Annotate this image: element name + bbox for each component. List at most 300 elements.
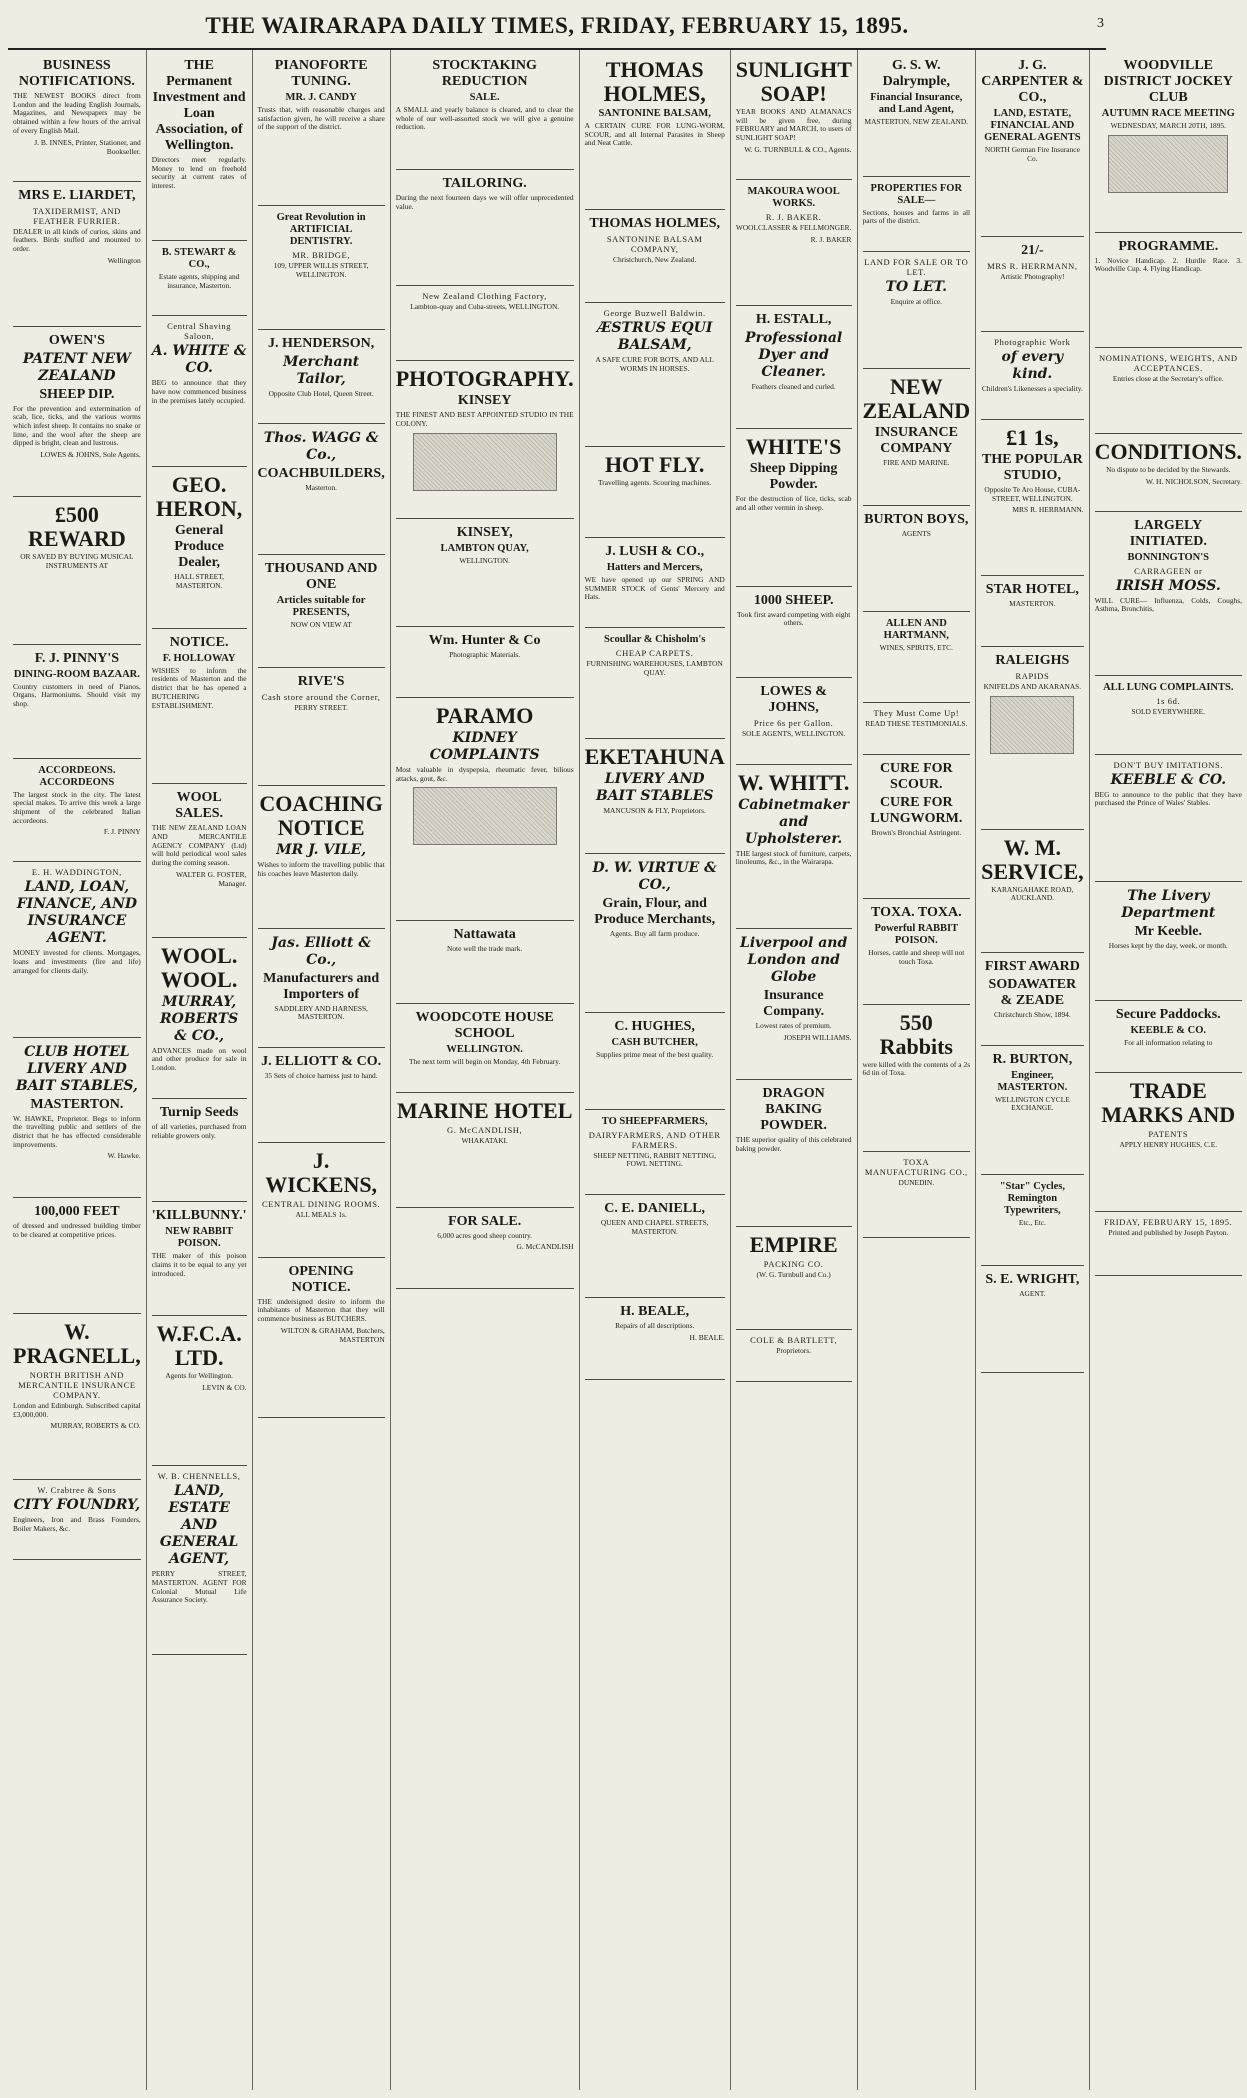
advertisement-heading: SODAWATER & ZEADE	[988, 977, 1077, 1009]
advertisement-text: OR SAVED BY BUYING MUSICAL INSTRUMENTS AT	[20, 552, 134, 570]
advertisement-heading: Insurance Company.	[763, 988, 825, 1020]
advertisement	[736, 765, 852, 929]
advertisement	[152, 241, 247, 316]
spacer	[1095, 1049, 1242, 1067]
advertisement-text: of dressed and undressed building timber to be cleared at competitive prices.	[13, 1221, 141, 1240]
spacer	[396, 1148, 574, 1202]
spacer	[1095, 276, 1242, 342]
advertisement-heading: The Livery Department	[1121, 888, 1216, 922]
spacer	[863, 228, 971, 246]
advertisement-heading: KINSEY	[457, 393, 512, 409]
advertisement-heading: NEW RABBIT POISON.	[165, 1226, 234, 1250]
advertisement	[258, 786, 385, 928]
advertisement-text: of all varieties, purchased from reliable growers only.	[151, 1121, 247, 1140]
advertisement-heading: SANTONINE BALSAM,	[598, 108, 711, 119]
advertisement-text: Country customers in need of Pianos, Organs, Harmoniums. Should visit my shop.	[13, 681, 141, 708]
advertisement-heading: CONDITIONS.	[1094, 438, 1242, 464]
advertisement-heading: RIVE'S	[297, 673, 345, 689]
advertisement-heading: NOMINATIONS, WEIGHTS, AND ACCEPTANCES.	[1099, 353, 1238, 374]
advertisement-text: WOOLCLASSER & FELLMONGER.	[735, 222, 852, 232]
advertisement-text: SADDLERY AND HARNESS, MASTERTON.	[274, 1003, 368, 1022]
engraving-illustration	[413, 433, 557, 491]
advertisement-text: WINES, SPIRITS, ETC.	[879, 643, 953, 653]
advertisement-heading: MR. J. CANDY	[285, 92, 357, 103]
advertisement	[736, 429, 852, 586]
spacer	[585, 267, 725, 297]
column-5	[579, 50, 730, 2090]
advertisement	[258, 555, 385, 668]
advertisement	[585, 210, 725, 303]
advertisement-signature: WALTER G. FOSTER, Manager.	[175, 869, 247, 888]
advertisement-text: DEALER in all kinds of curios, skins and feathers. Birds stuffed and mounted to order.	[13, 226, 141, 253]
advertisement	[863, 612, 971, 703]
advertisement	[258, 424, 385, 555]
advertisement-heading: Powerful RABBIT POISON.	[874, 923, 959, 947]
advertisement-signature: LOWES & JOHNS, Sole Agents.	[40, 450, 141, 460]
advertisement-text: For the prevention and extermination of scab, lice, ticks, and the various worms which infest sheep. It contains no snake or lime, and the wool after the sheep are dipped is bright, clean and lustrous.	[13, 403, 141, 448]
advertisement-heading: F. J. PINNY'S	[34, 650, 119, 666]
spacer	[13, 158, 141, 176]
spacer	[258, 1083, 385, 1137]
advertisement-heading: R. BURTON,	[992, 1051, 1073, 1067]
advertisement-heading: J. HENDERSON,	[268, 335, 375, 351]
spacer	[981, 758, 1084, 824]
advertisement	[13, 645, 141, 759]
advertisement-text: Etc., Etc.	[1018, 1218, 1046, 1228]
advertisement-heading: AUTUMN RACE MEETING	[1101, 108, 1235, 119]
advertisement-heading: WOOL SALES.	[175, 790, 224, 822]
advertisement	[1095, 348, 1242, 434]
advertisement-heading: CHEAP CARPETS.	[615, 648, 694, 659]
advertisement-text: Christchurch Show, 1894.	[994, 1010, 1071, 1020]
advertisement-heading: TO LET.	[885, 279, 948, 296]
advertisement	[396, 1093, 574, 1208]
advertisement-text: A SMALL and yearly balance is cleared, and to clear the whole of our well-assorted stock we will give a genuine reduction.	[395, 105, 574, 132]
advertisement-heading: G. S. W. Dalrymple,	[882, 58, 950, 89]
advertisement	[152, 784, 247, 938]
engraving-illustration	[990, 696, 1074, 754]
advertisement-heading: A. WHITE & CO.	[151, 343, 247, 377]
advertisement	[1095, 1212, 1242, 1276]
spacer	[585, 818, 725, 848]
spacer	[13, 1536, 141, 1554]
advertisement-signature: G. McCANDLISH	[516, 1242, 574, 1252]
advertisement	[13, 862, 141, 1037]
advertisement-heading: FRIDAY, FEBRUARY 15, 1895.	[1104, 1217, 1233, 1228]
advertisement-heading: THOMAS HOLMES,	[603, 57, 706, 106]
advertisement-heading: LAND, ESTATE AND GENERAL AGENT,	[159, 1483, 239, 1568]
spacer	[396, 662, 574, 692]
spacer	[981, 905, 1084, 947]
advertisement	[585, 628, 725, 739]
advertisement-heading: CURE FOR SCOUR.	[879, 760, 953, 792]
advertisement-heading: KEEBLE & CO.	[1110, 771, 1227, 788]
advertisement	[1095, 1073, 1242, 1212]
advertisement-signature: Wellington	[107, 255, 141, 265]
advertisement-heading: STAR HOTEL,	[985, 582, 1079, 598]
column-6	[730, 50, 857, 2090]
advertisement	[863, 506, 971, 613]
advertisement-heading: PHOTOGRAPHY.	[395, 366, 574, 392]
advertisement-heading: SHEEP DIP.	[39, 386, 115, 402]
advertisement-text: Estate agents, shipping and insurance, Masterton.	[158, 271, 240, 290]
advertisement-text: were killed with the contents of a 2s 6d tin of Toxa.	[862, 1059, 971, 1078]
advertisement-heading: Great Revolution in ARTIFICIAL DENTISTRY.	[276, 212, 366, 248]
spacer	[981, 396, 1084, 414]
spacer	[396, 849, 574, 915]
advertisement-heading: TAXIDERMIST, AND FEATHER FURRIER.	[32, 205, 121, 226]
advertisement	[585, 1195, 725, 1298]
advertisement	[863, 52, 971, 177]
advertisement-heading: ALLEN AND HARTMANN,	[883, 618, 949, 642]
advertisement-text: During the next fourteen days we will offer unprecedented value.	[395, 193, 574, 211]
advertisement-heading: LAND, LOAN, FINANCE, AND INSURANCE AGENT.	[16, 879, 138, 947]
advertisement	[13, 1480, 141, 1559]
advertisement-text: THE NEWEST BOOKS direct from London and the leading English Journals, Magazines, and Newspapers may be obtained within a few hours of the arrival of every English Mail.	[13, 91, 141, 135]
advertisement-heading: 1000 SHEEP.	[753, 592, 834, 608]
advertisement	[981, 332, 1084, 420]
spacer	[152, 1142, 247, 1196]
advertisement	[13, 182, 141, 327]
spacer	[585, 679, 725, 733]
spacer	[152, 1607, 247, 1649]
advertisement-text: Masterton.	[305, 483, 338, 493]
advertisement-heading: MARINE HOTEL	[396, 1097, 573, 1123]
advertisement-heading: LIVERY AND BAIT STABLES	[595, 771, 714, 805]
advertisement	[585, 1298, 725, 1380]
advertisement	[1095, 676, 1242, 755]
advertisement-heading: COLE & BARTLETT,	[750, 1334, 838, 1345]
spacer	[13, 838, 141, 856]
spacer	[258, 1346, 385, 1412]
advertisement-heading: W. PRAGNELL,	[13, 1318, 141, 1368]
advertisement-text: 35 Sets of choice harness just to hand.	[264, 1071, 378, 1081]
advertisement-text: Horses kept by the day, week, or month.	[1108, 941, 1228, 951]
spacer	[981, 611, 1084, 641]
advertisement	[736, 306, 852, 430]
page-number: 3	[1097, 16, 1104, 31]
advertisement-heading: Cash store around the Corner,	[261, 691, 381, 702]
spacer	[258, 400, 385, 418]
spacer	[152, 193, 247, 235]
advertisement-text: AGENTS	[901, 528, 931, 538]
spacer	[13, 1242, 141, 1308]
advertisement-heading: COACHING NOTICE	[259, 791, 383, 841]
column-3	[252, 50, 390, 2090]
spacer	[736, 393, 852, 423]
spacer	[981, 1022, 1084, 1040]
advertisement-text: BEG to announce that they have now commenced business in the premises lately occupied.	[151, 378, 247, 405]
advertisement	[981, 420, 1084, 576]
spacer	[585, 1171, 725, 1189]
spacer	[152, 1075, 247, 1093]
spacer	[152, 890, 247, 932]
advertisement-heading: CITY FOUNDRY,	[13, 1497, 141, 1514]
spacer	[736, 1358, 852, 1376]
advertisement-heading: £1 1s,	[1006, 424, 1059, 450]
advertisement-text: FURNISHING WAREHOUSES, LAMBTON QUAY.	[586, 659, 723, 677]
advertisement-signature: R. J. BAKER	[810, 234, 852, 244]
advertisement-heading: WOODVILLE DISTRICT JOCKEY CLUB	[1103, 58, 1233, 105]
advertisement-heading: OWEN'S	[48, 332, 105, 348]
spacer	[258, 632, 385, 662]
advertisement-heading: Merchant Tailor,	[283, 353, 360, 387]
spacer	[1095, 1152, 1242, 1206]
advertisement-heading: 1s 6d.	[1156, 695, 1181, 706]
advertisement-text: London and Edinburgh. Subscribed capital £3,000,000.	[13, 1400, 141, 1419]
advertisement	[736, 1227, 852, 1330]
spacer	[863, 470, 971, 500]
advertisement-heading: TOXA. TOXA.	[870, 905, 962, 921]
advertisement	[981, 830, 1084, 953]
advertisement-text: THE FINEST AND BEST APPOINTED STUDIO IN THE COLONY.	[395, 410, 574, 428]
advertisement	[258, 330, 385, 425]
advertisement-heading: DRAGON BAKING POWDER.	[760, 1085, 827, 1133]
advertisement	[863, 1152, 971, 1238]
spacer	[585, 375, 725, 441]
spacer	[396, 134, 574, 164]
advertisement	[863, 703, 971, 755]
advertisement-heading: MRS R. HERRMANN,	[987, 261, 1078, 272]
advertisement-heading: Financial Insurance, and Land Agent,	[870, 92, 963, 115]
spacer	[152, 712, 247, 778]
advertisement-heading: CARRAGEEN or	[1134, 565, 1203, 576]
engraving-illustration	[413, 787, 557, 845]
advertisement-text: MASTERTON.	[1009, 599, 1056, 609]
advertisement-signature: JOSEPH WILLIAMS.	[783, 1032, 852, 1042]
advertisement	[1095, 512, 1242, 676]
advertisement	[863, 1005, 971, 1152]
advertisement-text: THE largest stock of furniture, carpets, linoleums, &c., in the Wairarapa.	[735, 848, 852, 867]
spacer	[981, 516, 1084, 570]
spacer	[736, 630, 852, 672]
spacer	[13, 461, 141, 491]
spacer	[13, 573, 141, 639]
advertisement-heading: E. H. WADDINGTON,	[31, 867, 122, 878]
spacer	[585, 1344, 725, 1374]
advertisement	[396, 361, 574, 518]
advertisement-text: READ THESE TESTIMONIALS.	[865, 718, 968, 728]
advertisement-text: WISHES to inform the residents of Masterton and the district that he has opened a BUTCHERING ESTABLISHMENT.	[151, 665, 247, 710]
advertisement	[863, 252, 971, 369]
advertisement-heading: Engineer, MASTERTON.	[997, 1069, 1068, 1093]
advertisement-heading: BONNINGTON'S	[1127, 551, 1210, 563]
advertisement	[981, 647, 1084, 830]
advertisement-signature: F. J. PINNY	[103, 827, 141, 837]
advertisement-heading: TO SHEEPFARMERS,	[601, 1115, 708, 1127]
spacer	[13, 1162, 141, 1192]
advertisement	[13, 52, 141, 182]
advertisement-text: Christchurch, New Zealand.	[613, 255, 697, 265]
advertisement-text: The largest stock in the city. The latest special makes. To arrive this week a large shipment of the celebrated Italian accordeons.	[13, 789, 141, 825]
advertisement-heading: General Produce Dealer,	[174, 523, 224, 571]
advertisement-heading: CENTRAL DINING ROOMS.	[261, 1198, 381, 1209]
advertisement-heading: THE Permanent Investment and Loan Association, of Wellington.	[152, 58, 246, 153]
advertisement	[152, 1466, 247, 1655]
advertisement-heading: PARAMO	[435, 703, 534, 729]
column-1	[8, 50, 146, 2090]
advertisement-heading: Sheep Dipping Powder.	[749, 461, 838, 493]
advertisement	[736, 52, 852, 180]
advertisement-text: WHAKATAKI.	[461, 1135, 508, 1145]
advertisement-heading: NOTICE.	[169, 634, 229, 650]
advertisement-heading: MURRAY, ROBERTS & CO.,	[160, 993, 239, 1044]
spacer	[863, 839, 971, 893]
advertisement-text: Printed and published by Joseph Payton.	[1108, 1228, 1229, 1238]
advertisement	[396, 52, 574, 170]
advertisement-heading: THOUSAND AND ONE	[264, 560, 378, 592]
advertisement-heading: Central Shaving Saloon,	[167, 321, 232, 342]
advertisement	[152, 938, 247, 1099]
advertisement-heading: Scoullar & Chisholm's	[604, 634, 706, 646]
advertisement-text: Opposite Club Hotel, Queen Street.	[268, 388, 374, 398]
advertisement-heading: Grain, Flour, and Produce Merchants,	[594, 896, 716, 928]
advertisement	[736, 180, 852, 306]
advertisement-heading: H. ESTALL,	[755, 311, 832, 327]
advertisement-text: No dispute to be decided by the Stewards.	[1106, 464, 1231, 474]
advertisement-heading: W. WHITT.	[737, 769, 850, 795]
advertisement	[258, 668, 385, 787]
advertisement-text: WELLINGTON CYCLE EXCHANGE.	[994, 1094, 1070, 1113]
advertisement	[258, 1048, 385, 1143]
advertisement-text: 1. Novice Handicap. 2. Hurdle Race. 3. Woodville Cup. 4. Flying Handicap.	[1094, 255, 1242, 274]
advertisement-heading: SUNLIGHT SOAP!	[735, 57, 852, 106]
advertisement-text: A SAFE CURE FOR BOTS, AND ALL WORMS IN HORSES.	[595, 354, 714, 373]
advertisement	[736, 929, 852, 1080]
column-7	[857, 50, 976, 2090]
spacer	[585, 150, 725, 204]
spacer	[585, 1238, 725, 1292]
spacer	[585, 941, 725, 1007]
spacer	[981, 1230, 1084, 1260]
advertisement-heading: WOOL. WOOL.	[160, 942, 238, 992]
advertisement	[585, 447, 725, 538]
advertisement-heading: LAND FOR SALE OR TO LET.	[864, 257, 969, 278]
advertisement-signature: J. B. INNES, Printer, Stationer, and Bookseller.	[34, 137, 141, 156]
advertisement-heading: LOWES & JOHNS,	[760, 684, 827, 716]
spacer	[863, 1080, 971, 1146]
advertisement-heading: TAILORING.	[442, 176, 527, 192]
advertisement	[981, 1175, 1084, 1266]
advertisement-text: Sections, houses and farms in all parts of the district.	[862, 207, 971, 226]
spacer	[863, 129, 971, 171]
advertisement-heading: FIRST AWARD	[984, 959, 1080, 975]
advertisement-heading: THOMAS HOLMES,	[589, 216, 721, 232]
spacer	[863, 969, 971, 999]
advertisement	[585, 1110, 725, 1195]
advertisement	[736, 678, 852, 765]
advertisement-heading: PROGRAMME.	[1118, 238, 1219, 254]
advertisement-heading: PACKING CO.	[763, 1259, 824, 1270]
advertisement-text: SOLE AGENTS, WELLINGTON.	[742, 729, 846, 739]
advertisement	[981, 237, 1084, 332]
advertisement	[152, 1099, 247, 1202]
advertisement	[258, 1258, 385, 1418]
newspaper-title: THE WAIRARAPA DAILY TIMES, FRIDAY, FEBRUARY 15, 1895.	[205, 13, 909, 38]
advertisement-text: THE NEW ZEALAND LOAN AND MERCANTILE AGENCY COMPANY (Ltd) will hold periodical wool sales during the coming season.	[151, 823, 247, 868]
spacer	[152, 1280, 247, 1310]
advertisement-heading: KINSEY,	[456, 524, 513, 540]
advertisement-text: Lambton-quay and Cuba-streets, WELLINGTON.	[410, 301, 560, 311]
advertisement-text: Entries close at the Secretary's office.	[1112, 374, 1224, 384]
advertisement	[13, 759, 141, 863]
advertisement-heading: LAND, ESTATE, FINANCIAL AND GENERAL AGENTS	[984, 108, 1081, 143]
advertisement-text: Feathers cleaned and curled.	[751, 381, 836, 391]
advertisement-text: Took first award competing with eight others.	[736, 609, 851, 628]
advertisement-heading: They Must Come Up!	[873, 707, 960, 718]
advertisement-heading: RAPIDS	[1015, 670, 1050, 681]
advertisement	[152, 52, 247, 241]
spacer	[1095, 953, 1242, 995]
advertisement-heading: S. E. WRIGHT,	[985, 1271, 1080, 1287]
advertisement-text: Agents for Wellington.	[165, 1371, 233, 1381]
advertisement-heading: INSURANCE COMPANY	[874, 424, 958, 456]
advertisement	[863, 369, 971, 506]
spacer	[152, 1394, 247, 1460]
spacer	[863, 731, 971, 749]
advertisement-heading: FOR SALE.	[448, 1213, 522, 1229]
advertisement	[396, 921, 574, 1004]
advertisement-heading: LAMBTON QUAY,	[440, 542, 529, 554]
advertisement-signature: W. H. NICHOLSON, Secretary.	[1145, 476, 1242, 486]
advertisement-heading: DINING-ROOM BAZAAR.	[13, 668, 140, 680]
advertisement-text: Brown's Bronchial Astringent.	[871, 827, 962, 837]
spacer	[152, 407, 247, 461]
advertisement-heading: G. McCANDLISH,	[447, 1124, 523, 1135]
spacer	[863, 1190, 971, 1232]
column-2	[146, 50, 252, 2090]
advertisement-heading: George Buzwell Baldwin.	[603, 307, 706, 318]
spacer	[863, 655, 971, 697]
advertisement-signature: W. G. TURNBULL & CO., Agents.	[744, 144, 852, 154]
advertisement-heading: Turnip Seeds	[159, 1104, 239, 1120]
advertisement-heading: PATENT NEW ZEALAND	[22, 350, 131, 384]
advertisement-heading: W. M. SERVICE,	[981, 834, 1084, 884]
advertisement-heading: GEO. HERON,	[156, 472, 243, 522]
advertisement-text: ADVANCES made on wool and other produce for sale in London.	[151, 1045, 247, 1073]
advertisement-text: Travelling agents. Scouring machines.	[598, 478, 712, 488]
advertisement-text: For the destruction of lice, ticks, scab and all other vermin in sheep.	[735, 494, 852, 512]
advertisement-text: The next term will begin on Monday, 4th February.	[408, 1057, 561, 1067]
advertisement-text: For all information relating to	[1124, 1037, 1213, 1047]
advertisement-text: Engineers, Iron and Brass Founders, Boiler Makers, &c.	[13, 1515, 141, 1533]
advertisement-heading: "Star" Cycles, Remington Typewriters,	[999, 1181, 1066, 1217]
spacer	[1095, 386, 1242, 428]
advertisement-text: A CERTAIN CURE FOR LUNG-WORM, SCOUR, and all Internal Parasites in Sheep and Neat Cattle.	[584, 121, 725, 148]
advertisement	[152, 1316, 247, 1466]
advertisement-heading: Articles suitable for PRESENTS,	[276, 594, 366, 618]
advertisement-text: YEAR BOOKS AND ALMANACS will be given free, during FEBRUARY and MARCH, to users of SUNLIGHT SOAP!	[735, 107, 852, 143]
advertisement-heading: PROPERTIES FOR SALE—	[870, 182, 963, 206]
advertisement-heading: New Zealand Clothing Factory,	[422, 290, 547, 301]
advertisement	[258, 52, 385, 206]
advertisement-text: DUNEDIN.	[898, 1178, 935, 1188]
spacer	[13, 267, 141, 321]
spacer	[1095, 719, 1242, 749]
spacer	[1095, 197, 1242, 227]
spacer	[258, 134, 385, 200]
advertisement-heading: H. BEALE,	[620, 1304, 690, 1320]
advertisement	[258, 1143, 385, 1258]
advertisement-heading: THE POPULAR STUDIO,	[981, 451, 1083, 483]
advertisement-heading: PIANOFORTE TUNING.	[274, 58, 368, 89]
advertisement	[13, 1198, 141, 1313]
advertisement-heading: Wm. Hunter & Co	[428, 633, 541, 649]
advertisement-text: Opposite Te Aro House, CUBA-STREET, WELLINGTON.	[984, 484, 1081, 503]
advertisement-text: MANCUSON & FLY, Proprietors.	[603, 806, 706, 816]
advertisement-text: Directors meet regularly. Money to lend on freehold security at current rates of interest.	[151, 155, 247, 191]
advertisement	[585, 52, 725, 210]
